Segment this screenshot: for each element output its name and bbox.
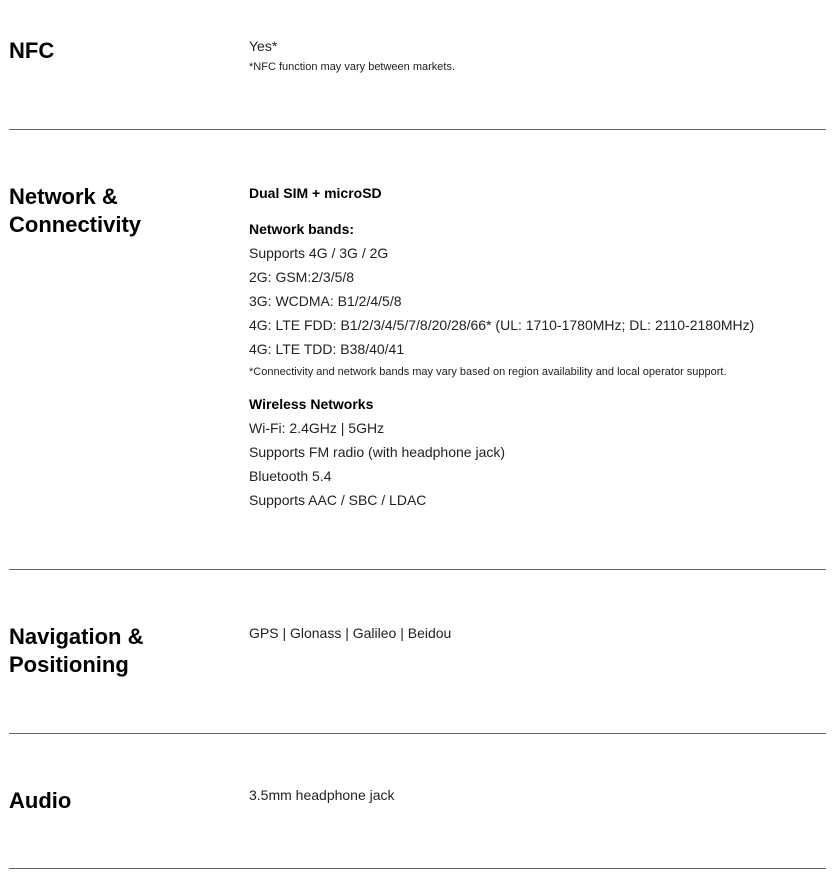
sim-config: Dual SIM + microSD <box>249 185 382 201</box>
network-heading <box>9 183 141 239</box>
network-band-item: 4G: LTE FDD: B1/2/3/4/5/7/8/20/28/66* (UL: 1710-1780MHz; DL: 2110-2180MHz) <box>249 317 755 333</box>
network-band-item: 2G: GSM:2/3/5/8 <box>249 269 355 285</box>
section-divider <box>9 733 826 734</box>
wireless-item: Bluetooth 5.4 <box>249 468 332 484</box>
network-content <box>249 181 826 512</box>
audio-value: 3.5mm headphone jack <box>249 787 395 803</box>
wireless-item: Supports FM radio (with headphone jack) <box>249 444 506 460</box>
nfc-value: Yes* <box>249 38 278 54</box>
navigation-content <box>249 621 826 645</box>
nfc-note: *NFC function may vary between markets. <box>249 61 456 73</box>
navigation-heading-line2: Positioning <box>9 652 129 677</box>
network-heading-line1: Network & <box>9 184 118 209</box>
section-divider <box>9 129 826 130</box>
section-divider <box>9 868 826 869</box>
network-bands-title: Network bands: <box>249 221 355 237</box>
network-band-item: 4G: LTE TDD: B38/40/41 <box>249 341 405 357</box>
wireless-item: Supports AAC / SBC / LDAC <box>249 492 427 508</box>
navigation-heading <box>9 623 143 679</box>
network-bands-note: *Connectivity and network bands may vary based on region availability and local operator support. <box>249 366 727 378</box>
network-band-item: 3G: WCDMA: B1/2/4/5/8 <box>249 293 402 309</box>
audio-content <box>249 783 826 807</box>
nfc-content <box>249 34 826 76</box>
network-band-item: Supports 4G / 3G / 2G <box>249 245 389 261</box>
wireless-item: Wi-Fi: 2.4GHz | 5GHz <box>249 420 385 436</box>
section-divider <box>9 569 826 570</box>
audio-heading: Audio <box>9 788 72 813</box>
navigation-heading-line1: Navigation & <box>9 624 144 649</box>
navigation-value: GPS | Glonass | Galileo | Beidou <box>249 625 452 641</box>
network-heading-line2: Connectivity <box>9 212 142 237</box>
nfc-heading: NFC <box>9 38 55 63</box>
wireless-networks-title: Wireless Networks <box>249 396 374 412</box>
